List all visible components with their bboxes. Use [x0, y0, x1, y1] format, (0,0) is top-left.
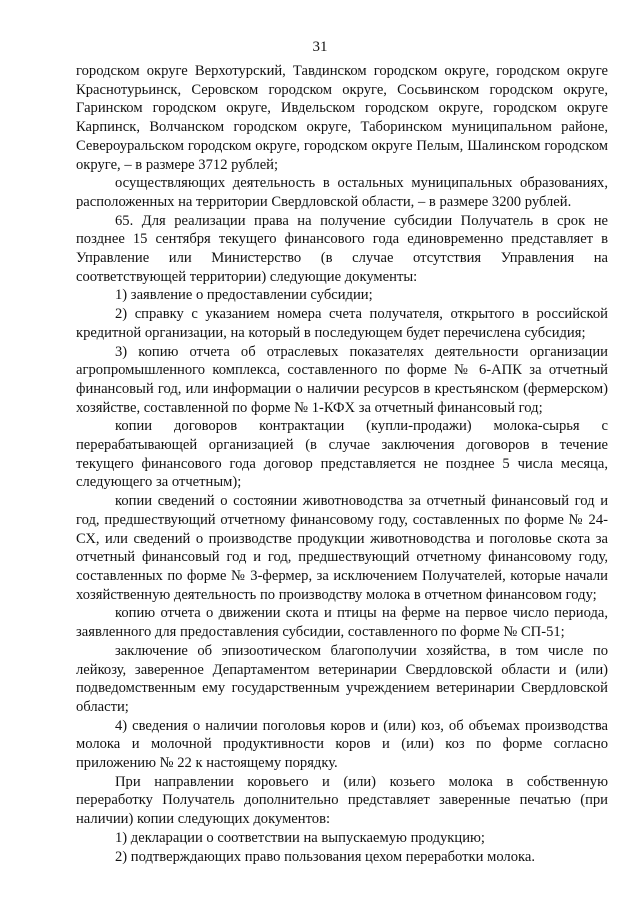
paragraph: копии договоров контрактации (купли-продажи) молока-сырья с перерабатывающей организацией (в случае заключения договоров в течение текущего финансового года договор представляется не позднее 5 числа месяца, следующего за отчетным);: [76, 418, 608, 491]
list-item: 2) подтверждающих право пользования цехом переработки молока.: [115, 848, 536, 865]
paragraph: копию отчета о движении скота и птицы на ферме на первое число периода, заявленного для предоставления субсидии, составленного по форме № СП-51;: [76, 605, 608, 641]
list-item: 1) заявление о предоставлении субсидии;: [115, 287, 373, 304]
list-item: 2) справку с указанием номера счета получателя, открытого в российской кредитной организации, на который в последующем будет перечислена субсидия;: [76, 306, 608, 341]
list-item: 3) копию отчета об отраслевых показателях деятельности организации агропромышленного комплекса, составленного по форме № 6-АПК за отчетный финансовый год, или информации о наличии ресурсов в крестьянском (фермерском) хозяйстве, составленной по форме № 1-КФХ за отчетный финансовый год;: [76, 343, 608, 416]
paragraph: При направлении коровьего и (или) козьего молока в собственную переработку Получатель дополнительно представляет заверенные печатью (при наличии) копии следующих документов:: [76, 773, 608, 828]
document-body: [76, 62, 608, 866]
page-number: 31: [312, 39, 328, 55]
list-item: 1) декларации о соответствии на выпускаемую продукцию;: [115, 829, 485, 846]
paragraph: 65. Для реализации права на получение субсидии Получатель в срок не позднее 15 сентября текущего финансового года единовременно представляет в Управление или Министерство (в случае отсутствия Управления на соответствующей территории) следующие документы:: [76, 212, 608, 285]
paragraph: заключение об эпизоотическом благополучии хозяйства, в том числе по лейкозу, заверенное Департаментом ветеринарии Свердловской области и (или) подведомственным ему государственным учреждением ветеринарии Свердловской области;: [76, 642, 608, 715]
paragraph: осуществляющих деятельность в остальных муниципальных образованиях, расположенных на территории Свердловской области, – в размере 3200 рублей.: [76, 175, 608, 210]
paragraph: копии сведений о состоянии животноводства за отчетный финансовый год и год, предшествующий отчетному финансовому году, составленных по форме № 24-СХ, или сведений о производстве продукции животноводства и поголовье скота за отчетный финансовый год и год, предшествующий отчетному финансовому году, составленных по форме № 3-фермер, за исключением Получателей, которые начали хозяйственную деятельность по производству молока в отчетном финансовом году;: [76, 493, 608, 603]
list-item: 4) сведения о наличии поголовья коров и (или) коз, об объемах производства молока и молочной продуктивности коров и (или) коз по форме согласно приложению № 22 к настоящему порядку.: [76, 717, 608, 772]
paragraph: городском округе Верхотурский, Тавдинском городском округе, городском округе Краснотурьинск, Серовском городском округе, Сосьвинском городском округе, Гаринском городском округе, Ивдельском городском округе, городском округе Карпинск, Волчанском городском округе, Таборинском муниципальном районе, Североуральском городском округе, городском округе Пелым, Шалинском городском округе, – в размере 3712 рублей;: [76, 63, 608, 173]
